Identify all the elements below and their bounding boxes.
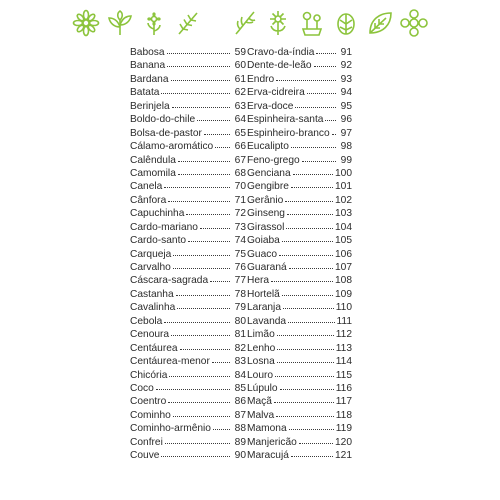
dot-leader [291,139,336,148]
entry-name: Espinheira-santa [247,114,324,126]
index-entry [247,301,352,314]
entry-page-number: 121 [335,450,352,462]
entry-name: Cravo-da-índia [247,47,315,58]
index-entry [130,288,246,301]
entry-name: Genciana [247,167,291,179]
entry-page-number: 119 [335,423,352,435]
entry-name: Cardo-mariano [130,221,198,233]
dot-leader [302,153,336,162]
index-entry [247,73,352,86]
entry-page-number: 101 [335,181,352,193]
entry-name: Coentro [130,396,167,408]
index-entry [247,395,352,408]
entry-name: Banana [130,60,166,72]
entry-page-number: 76 [234,262,246,273]
entry-name: Hera [247,275,270,287]
entry-page-number: 109 [335,288,352,300]
entry-name: Malva [247,409,275,421]
dot-leader [299,435,333,444]
dot-leader [168,193,230,202]
dot-leader [289,260,333,269]
entry-page-number: 102 [335,194,352,206]
entry-name: Chicória [130,369,168,381]
index-entry [130,46,246,59]
index-entry [247,167,352,180]
entry-name: Louro [247,369,274,381]
entry-name: Endro [247,73,275,85]
index-entry [130,180,246,193]
entry-name: Losna [247,356,275,368]
entry-page-number: 104 [335,221,352,233]
dot-leader [332,126,336,135]
dot-leader [177,300,230,309]
index-entry [247,234,352,247]
index-entry [130,207,246,220]
entry-name: Guaco [247,248,278,260]
index-entry [130,167,246,180]
entry-page-number: 60 [234,60,246,72]
entry-page-number: 94 [340,87,352,99]
entry-page-number: 92 [340,60,352,72]
index-entry [130,221,246,234]
entry-page-number: 72 [234,208,246,220]
entry-page-number: 77 [234,275,246,287]
entry-name: Gerânio [247,194,284,206]
index-entry [130,274,246,287]
entry-name: Espinheiro-branco [247,127,330,139]
entry-name: Cardo-santo [130,235,187,247]
dot-leader [282,287,333,296]
entry-name: Limão [247,329,275,341]
entry-name: Ginseng [247,208,285,220]
entry-name: Lenho [247,342,276,354]
entry-page-number: 114 [335,356,352,368]
dot-leader [171,72,230,81]
index-entry [247,274,352,287]
entry-page-number: 106 [335,248,352,260]
entry-page-number: 98 [340,141,352,153]
entry-name: Feno-grego [247,154,300,166]
entry-name: Camomila [130,167,176,179]
entry-page-number: 84 [234,369,246,381]
dot-leader [168,394,230,403]
index-entry [247,207,352,220]
entry-name: Castanha [130,288,174,300]
entry-page-number: 90 [234,450,246,462]
entry-name: Goiaba [247,235,280,247]
leafy-plant-icon [106,9,134,37]
entry-name: Manjericão [247,436,297,448]
dot-leader [210,273,230,282]
entry-page-number: 85 [234,382,246,394]
index-entry [247,369,352,382]
dot-leader [180,341,230,350]
dot-leader [161,85,230,94]
index-entry [247,248,352,261]
entry-page-number: 103 [335,208,352,220]
entry-page-number: 117 [335,396,352,408]
index-entry [247,261,352,274]
entry-name: Lavanda [247,315,287,327]
dot-leader [277,354,334,363]
index-entry [247,113,352,126]
entry-page-number: 120 [335,436,352,448]
entry-name: Bolsa-de-pastor [130,127,202,139]
dot-leader [156,381,230,390]
entry-page-number: 108 [335,275,352,287]
entry-page-number: 71 [234,194,246,206]
dot-leader [316,45,336,54]
entry-page-number: 110 [335,302,352,314]
index-entry [247,140,352,153]
dot-leader [295,99,336,108]
index-entry [130,261,246,274]
dot-leader [212,354,230,363]
index-entry [130,100,246,113]
entry-name: Cavalinha [130,302,176,314]
entry-page-number: 95 [340,100,352,112]
entry-name: Capuchinha [130,208,185,220]
entry-name: Eucalipto [247,141,289,153]
entry-page-number: 115 [335,369,352,381]
dot-leader [291,179,333,188]
dot-leader [288,314,334,323]
index-entry [247,221,352,234]
entry-page-number: 65 [234,127,246,139]
index-entry [130,355,246,368]
entry-page-number: 78 [234,288,246,300]
index-entry [130,248,246,261]
index-entry [130,301,246,314]
index-entry [130,154,246,167]
dot-leader [282,233,333,242]
entry-name: Centáurea-menor [130,356,210,368]
dot-leader [164,314,230,323]
entry-name: Lúpulo [247,382,278,394]
entry-page-number: 75 [234,248,246,260]
index-entry [247,86,352,99]
index-entry [130,140,246,153]
index-entry [247,154,352,167]
index-entry [247,382,352,395]
entry-page-number: 87 [234,409,246,421]
dot-leader [271,273,333,282]
star-flower-icon [264,9,292,37]
index-entry [247,422,352,435]
potted-flowers-icon [298,9,326,37]
index-entry [130,395,246,408]
index-entry [247,436,352,449]
entry-page-number: 112 [335,329,352,341]
dot-leader [178,153,230,162]
index-entry [247,59,352,72]
entry-page-number: 66 [234,141,246,153]
entry-name: Batata [130,87,160,99]
dot-leader [204,126,230,135]
dot-leader [314,58,336,67]
index-entry [130,127,246,140]
entry-page-number: 73 [234,221,246,233]
dot-leader [277,327,334,336]
entry-page-number: 86 [234,396,246,408]
rosemary-sprig-icon [174,9,202,37]
entry-page-number: 89 [234,436,246,448]
index-entry [130,369,246,382]
dot-leader [285,193,333,202]
decorative-header [0,6,500,40]
entry-page-number: 116 [335,382,352,394]
entry-page-number: 107 [335,262,352,273]
index-entry [130,194,246,207]
entry-name: Carqueja [130,248,172,260]
index-entry [130,73,246,86]
entry-page-number: 113 [335,342,352,354]
entry-page-number: 105 [335,235,352,247]
entry-name: Canela [130,181,163,193]
dot-leader [287,206,333,215]
index-entry [130,113,246,126]
entry-page-number: 74 [234,235,246,247]
dot-leader [161,448,230,457]
dot-leader [169,368,230,377]
entry-name: Laranja [247,302,281,314]
index-entry [130,422,246,435]
entry-page-number: 93 [340,73,352,85]
dot-leader [276,408,334,417]
index-entry [130,436,246,449]
index-entry [247,127,352,140]
dot-leader [200,220,230,229]
index-entry [130,315,246,328]
entry-page-number: 118 [335,409,352,421]
index-entry [247,194,352,207]
entry-page-number: 67 [234,154,246,166]
dot-leader [178,166,230,175]
entry-name: Babosa [130,47,165,58]
dot-leader [172,99,230,108]
index-entry [130,409,246,422]
entry-page-number: 64 [234,114,246,126]
round-flower-icon [400,9,428,37]
entry-name: Cominho [130,409,171,421]
dot-leader [280,381,334,390]
entry-page-number: 79 [234,302,246,314]
entry-page-number: 62 [234,87,246,99]
entry-name: Cominho-armênio [130,423,211,435]
dot-leader [275,368,334,377]
dot-leader [186,206,230,215]
entry-name: Coco [130,382,154,394]
index-entry [247,449,352,462]
index-entry [247,46,352,59]
entry-name: Cenoura [130,329,170,341]
index-entry [130,234,246,247]
dot-leader [293,166,333,175]
dot-leader [171,327,230,336]
flower-icon [140,9,168,37]
entry-name: Maracujá [247,450,289,462]
entry-page-number: 83 [234,356,246,368]
entry-page-number: 99 [340,154,352,166]
dot-leader [164,179,230,188]
entry-page-number: 81 [234,329,246,341]
index-entry [247,288,352,301]
index-entry [247,355,352,368]
entry-page-number: 80 [234,315,246,327]
entry-name: Mamona [247,423,287,435]
entry-page-number: 100 [335,167,352,179]
entry-page-number: 88 [234,423,246,435]
entry-name: Girassol [247,221,285,233]
index-entry [247,100,352,113]
entry-page-number: 82 [234,342,246,354]
entry-page-number: 59 [234,47,246,58]
entry-name: Carvalho [130,262,171,273]
dot-leader [173,408,230,417]
entry-page-number: 111 [336,315,352,327]
dot-leader [173,247,230,256]
entry-page-number: 91 [340,47,352,58]
entry-name: Centáurea [130,342,178,354]
dot-leader [167,58,230,67]
dot-leader [286,220,333,229]
entry-page-number: 68 [234,167,246,179]
dot-leader [283,300,334,309]
entry-name: Berinjela [130,100,170,112]
entry-name: Maçã [247,396,272,408]
dot-leader [276,72,336,81]
seed-pod-icon [332,9,360,37]
daisy-icon [72,9,100,37]
dot-leader [213,421,230,430]
dot-leader [274,394,334,403]
entry-name: Erva-cidreira [247,87,305,99]
index-column-left [130,46,246,463]
index-entry [130,328,246,341]
dot-leader [167,45,230,54]
dot-leader [291,448,333,457]
index-entry [130,86,246,99]
entry-page-number: 97 [340,127,352,139]
entry-name: Erva-doce [247,100,294,112]
entry-name: Cânfora [130,194,167,206]
entry-name: Cebola [130,315,163,327]
index-entry [247,342,352,355]
index-entry [247,180,352,193]
index-entry [130,449,246,462]
entry-page-number: 96 [340,114,352,126]
entry-name: Gengibre [247,181,289,193]
index-entry [130,342,246,355]
entry-name: Cáscara-sagrada [130,275,209,287]
entry-name: Confrei [130,436,163,448]
dot-leader [307,85,336,94]
entry-name: Cálamo-aromático [130,141,214,153]
dot-leader [279,247,333,256]
entry-name: Calêndula [130,154,176,166]
dot-leader [173,260,230,269]
grass-sprig-icon [230,9,258,37]
entry-name: Couve [130,450,160,462]
dot-leader [176,287,230,296]
dot-leader [188,233,230,242]
index-column-right [247,46,352,463]
dot-leader [325,112,336,121]
entry-page-number: 70 [234,181,246,193]
entry-page-number: 61 [234,73,246,85]
entry-name: Bardana [130,73,169,85]
index-entry [247,409,352,422]
index-entry [130,382,246,395]
entry-name: Dente-de-leão [247,60,312,72]
leaf-icon [366,9,394,37]
index-entry [247,315,352,328]
index-entry [247,328,352,341]
index-entry [130,59,246,72]
entry-name: Hortelã [247,288,280,300]
entry-name: Guaraná [247,262,287,273]
dot-leader [289,421,334,430]
entry-name: Boldo-do-chile [130,114,196,126]
dot-leader [197,112,230,121]
dot-leader [277,341,333,350]
dot-leader [165,435,230,444]
entry-page-number: 63 [234,100,246,112]
dot-leader [215,139,230,148]
